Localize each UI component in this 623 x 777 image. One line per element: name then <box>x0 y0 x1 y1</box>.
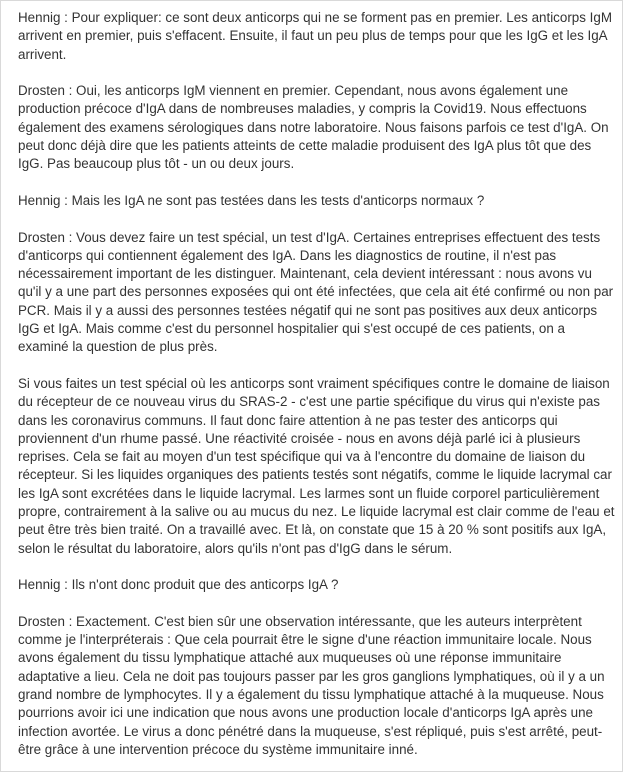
paragraph-drosten-1: Drosten : Oui, les anticorps IgM viennent en premier. Cependant, nous avons également une production précoce d'IgA dans de nombreuses maladies, y compris la Covid19. Nous effectuons également des examens sérologiques dans notre laboratoire. Nous faisons parfois ce test d'IgA. On peut donc déjà dire que les patients atteints de cette maladie produisent des IgA plus tôt que des IgG. Pas beaucoup plus tôt - un ou deux jours. <box>18 83 609 172</box>
paragraph-drosten-2: Drosten : Vous devez faire un test spécial, un test d'IgA. Certaines entreprises effectuent des tests d'anticorps qui contiennent également des IgA. Dans les diagnostics de routine, il n'est pas nécessairement important de les distinguer. Maintenant, cela devient intéressant : nous avons vu qu'il y a une part des personnes exposées qui ont été infectées, que cela ait été confirmé ou non par PCR. Mais il y a aussi des personnes testées négatif qui ne sont pas positives aux deux anticorps IgG et IgA. Mais comme c'est du personnel hospitalier qui s'est occupé de ces patients, on a examiné la question de plus près. <box>18 229 614 355</box>
paragraph-hennig-3: Hennig : Ils n'ont donc produit que des anticorps IgA ? <box>18 577 339 593</box>
paragraph-hennig-1: Hennig : Pour expliquer: ce sont deux anticorps qui ne se forment pas en premier. Les anticorps IgM arrivent en premier, puis s'effacent. Ensuite, il faut un peu plus de temps pour que les IgG et les IgA arrivent. <box>18 10 612 62</box>
transcript-body <box>18 9 616 777</box>
paragraph-drosten-4: Drosten : Exactement. C'est bien sûr une observation intéressante, que les auteurs interprètent comme je l'interpréterais : Que cela pourrait être le signe d'une réaction immunitaire locale. Nous avons également du tissu lymphatique attaché aux muqueuses où une réponse immunitaire adaptative a lieu. Cela ne doit pas toujours passer par les gros ganglions lymphatiques, où il y a un grand nombre de lymphocytes. Il y a également du tissu lymphatique attaché à la muqueuse. Nous pourrions avoir ici une indication que nous avons une production locale d'anticorps IgA après une infection avortée. Le virus a donc pénétré dans la muqueuse, s'est répliqué, puis s'est arrêté, peut-être grâce à une intervention précoce du système immunitaire inné. <box>18 613 605 757</box>
paragraph-hennig-2: Hennig : Mais les IgA ne sont pas testées dans les tests d'anticorps normaux ? <box>18 192 485 208</box>
paragraph-drosten-3: Si vous faites un test spécial où les anticorps sont vraiment spécifiques contre le domaine de liaison du récepteur de ce nouveau virus du SRAS-2 - c'est une partie spécifique du virus qui n'existe pas dans les coronavirus communs. Il faut donc faire attention à ne pas tester des anticorps qui proviennent d'un rhume passé. Une réactivité croisée - nous en avons déjà parlé ici à plusieurs reprises. Cela se fait au moyen d'un test spécifique qui va à l'encontre du domaine de liaison du récepteur. Si les liquides organiques des patients testés sont négatifs, comme le liquide lacrymal car les IgA sont excrétées dans le liquide lacrymal. Les larmes sont un fluide corporel particulièrement propre, contrairement à la salive ou au mucus du nez. Le liquide lacrymal est clair comme de l'eau et peut être très bien traité. On a travaillé avec. Et là, on constate que 15 à 20 % sont positifs aux IgA, selon le résultat du laboratoire, alors qu'ils n'ont pas d'IgG dans le sérum. <box>18 375 615 556</box>
